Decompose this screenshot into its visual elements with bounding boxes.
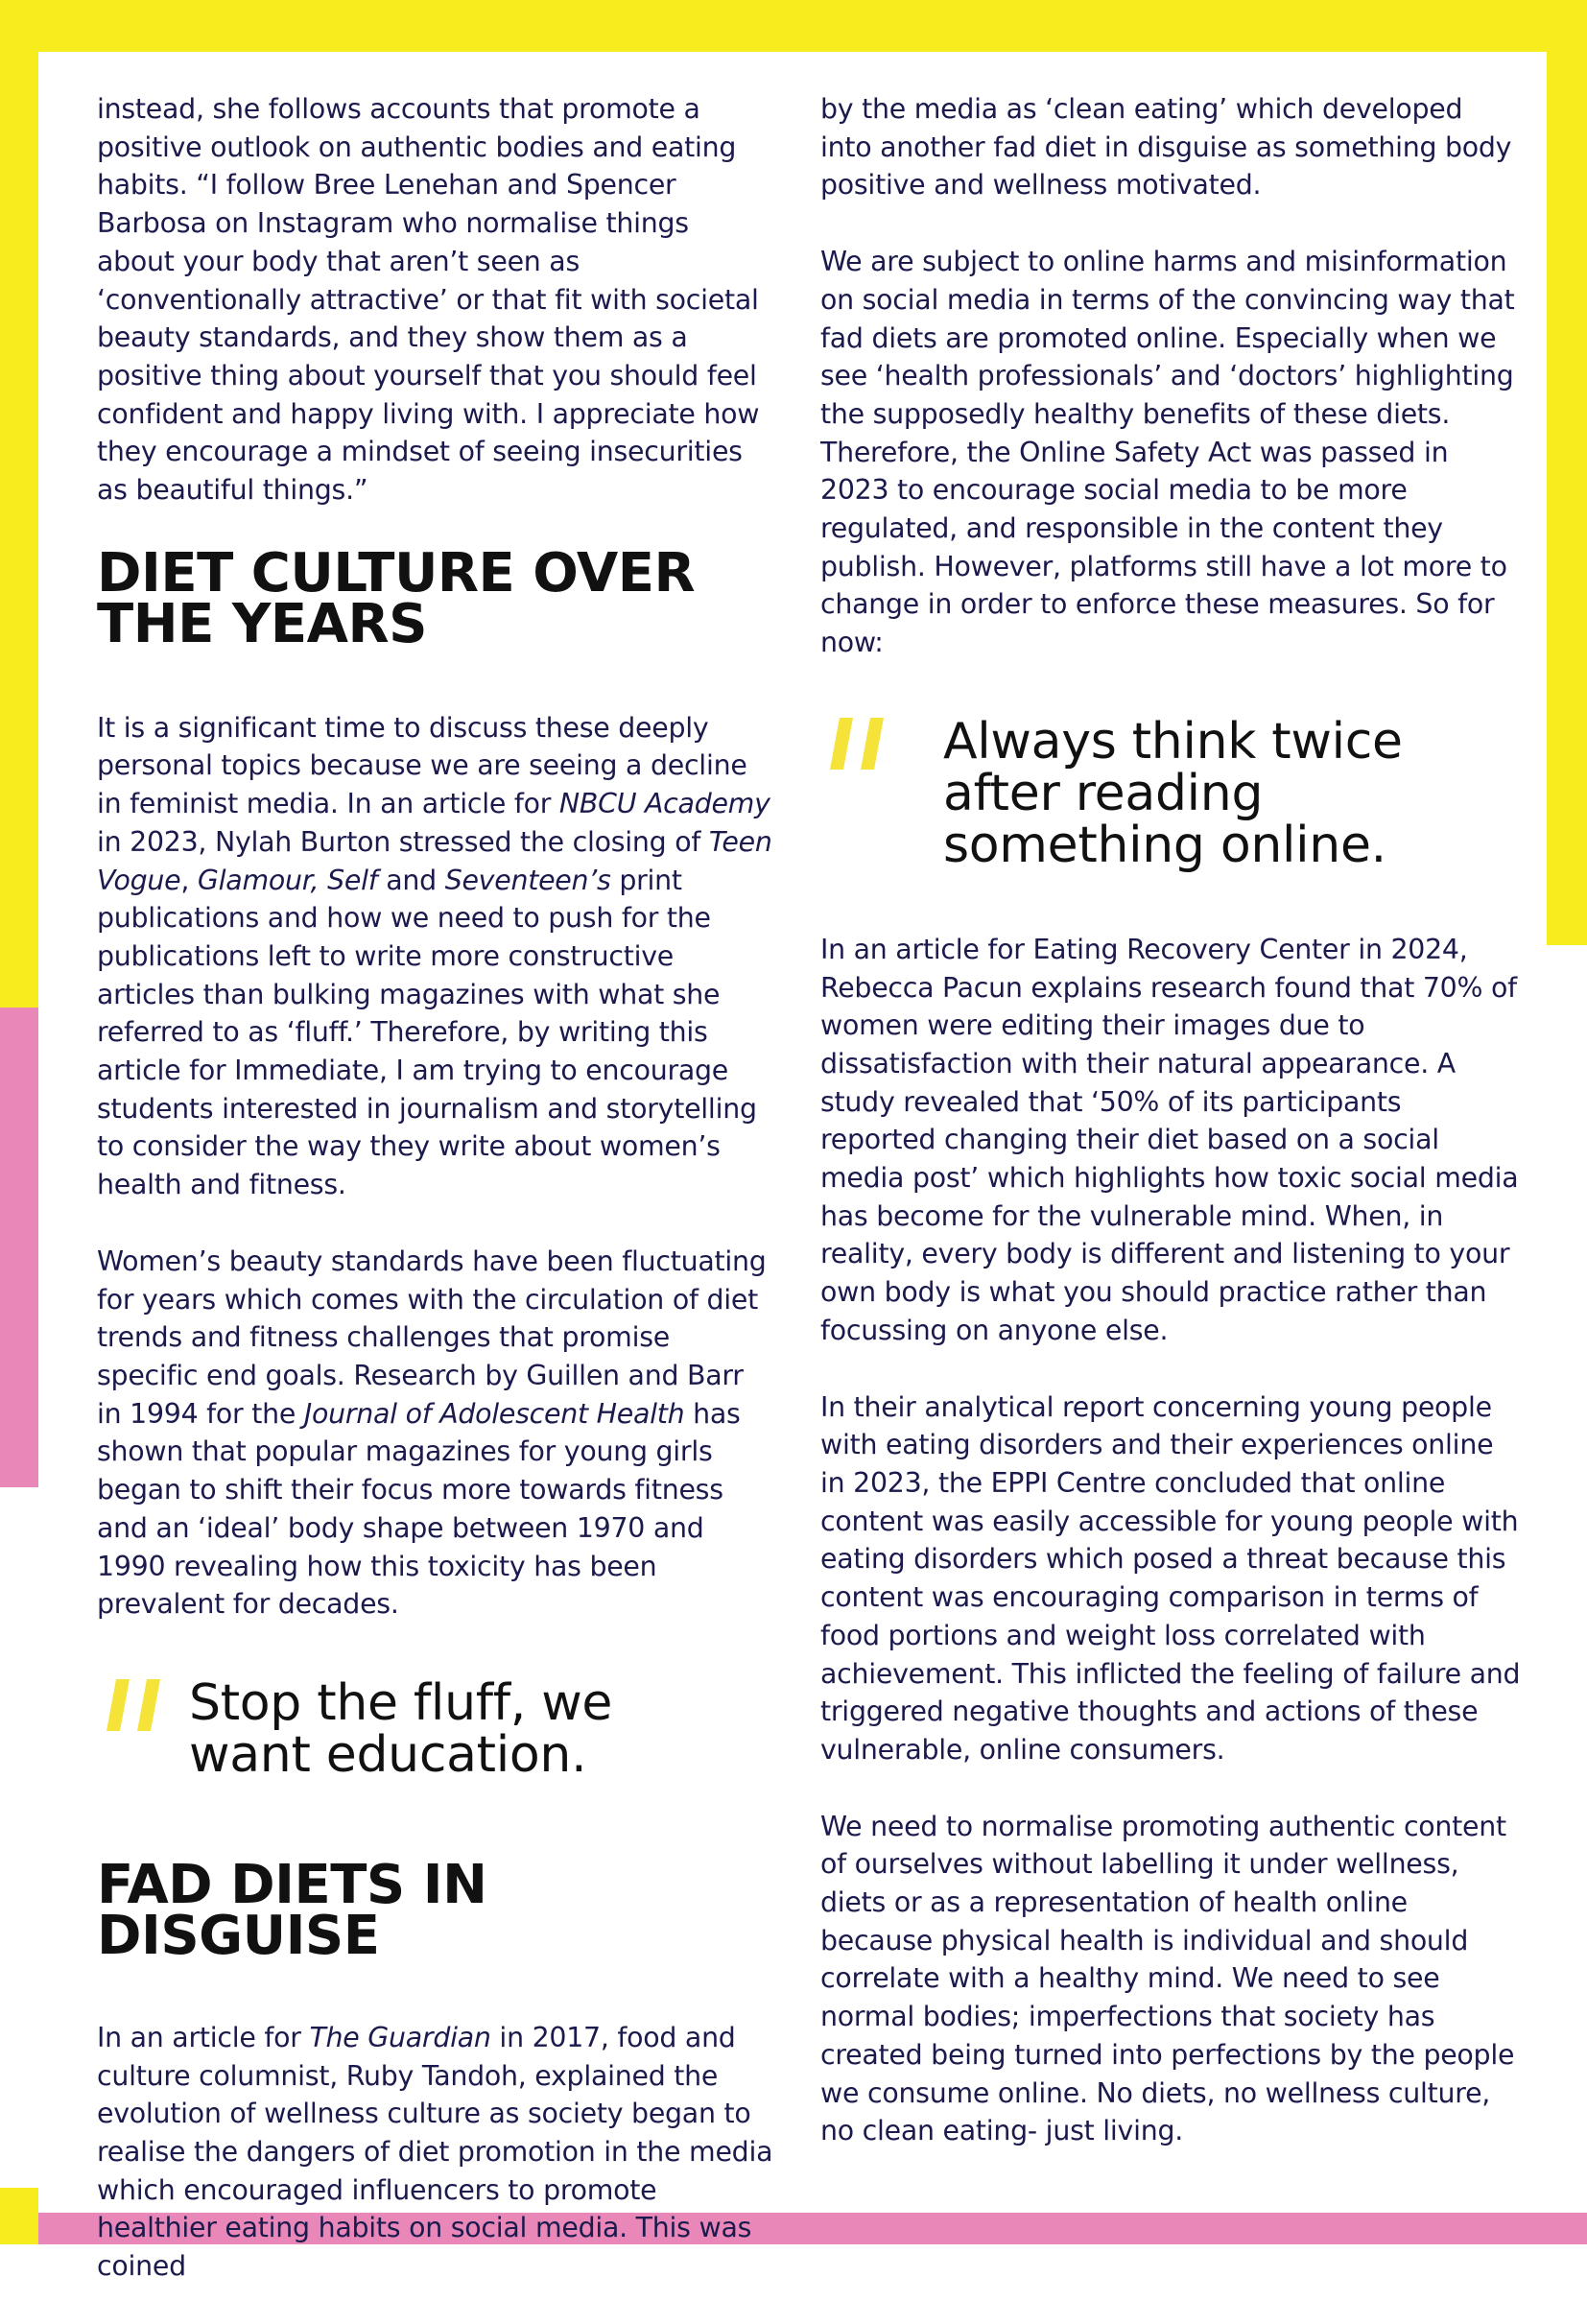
right-paragraph-4: In their analytical report concerning young people with eating disorders and their experiences online in 2023, the EPPI Centre concluded that online content was easily accessible for young people with eating disorders which posed a threat because this content was encouraging comparison in terms of food portions and weight loss correlated with achievement. This inflicted the feeling of failure and triggered negative thoughts and actions of these vulnerable, online consumers. — [820, 1390, 1521, 1766]
left-paragraph-1: instead, she follows accounts that promote a positive outlook on authentic bodies and eating habits. “I follow Bree Lenehan and Spencer Barbosa on Instagram who normalise things about your body that aren’t seen as ‘conventionally attractive’ or that fit with societal beauty standards, and they show them as a positive thing about yourself that you should feel confident and happy living with. I appreciate how they encourage a mindset of seeing insecurities as beautiful things.” — [97, 93, 760, 507]
yellow-corner-bottom-left — [0, 2188, 38, 2244]
right-paragraph-5: We need to normalise promoting authentic content of ourselves without labelling it under wellness, diets or as a representation of health online because physical health is individual and should correlate with a healthy mind. We need to see normal bodies; imperfections that society has created being turned into perfections by the people we consume online. No diets, no wellness culture, no clean eating- just living. — [820, 1810, 1515, 2147]
quote-mark-icon — [828, 716, 943, 773]
pull-quote-1 — [97, 1673, 774, 1784]
right-paragraph-3: In an article for Eating Recovery Center in 2024, Rebecca Pacun explains research found that 70% of women were editing their images due to dissatisfaction with their natural appearance. A study revealed that ‘50% of its participants reported changing their diet based on a social media post’ which highlights how toxic social media has become for the vulnerable mind. When, in reality, every body is different and listening to your own body is what you should practice rather than focussing on anyone else. — [820, 933, 1519, 1346]
right-paragraph-1: by the media as ‘clean eating’ which developed into another fad diet in disguise as something body positive and wellness motivated. — [820, 93, 1512, 202]
left-column — [97, 52, 774, 2324]
heading-fad-diets: FAD DIETS IN DISGUISE — [97, 1853, 487, 1967]
left-paragraph-3: Women’s beauty standards have been fluctuating for years which comes with the circulation of diet trends and fitness challenges that promise specific end goals. Research by Guillen and Barr in 1994 for the Journal of Adolescent Health has shown that popular magazines for young girls began to shift their focus more towards fitness and an ‘ideal’ body shape between 1970 and 1990 revealing how this toxicity has been prevalent for decades. — [97, 1245, 767, 1621]
pull-quote-2 — [820, 712, 1521, 874]
right-column — [820, 52, 1521, 2189]
yellow-border-top — [0, 0, 1587, 52]
left-paragraph-2: It is a significant time to discuss these deeply personal topics because we are seeing a decline in feminist media. In an article for NBCU Academy in 2023, Nylah Burton stressed the closing of Teen Vogue, Glamour, Self and Seventeen’s print publications and how we need to push for the publications left to write more constructive articles than bulking magazines with what she referred to as ‘fluff.’ Therefore, by writing this article for Immediate, I am trying to encourage students interested in journalism and storytelling to consider the way they write about women’s health and fitness. — [97, 711, 772, 1201]
yellow-border-left — [0, 0, 38, 1008]
quote-mark-icon — [105, 1677, 189, 1735]
yellow-border-right — [1547, 0, 1587, 945]
pull-quote-2-text: Always think twice after reading something online. — [943, 712, 1403, 874]
article-page — [38, 52, 1547, 2283]
pink-border-left — [0, 1008, 38, 1487]
heading-diet-culture: DIET CULTURE OVER THE YEARS — [97, 541, 696, 655]
pull-quote-1-text: Stop the fluff, we want education. — [189, 1673, 613, 1784]
left-paragraph-4: In an article for The Guardian in 2017, food and culture columnist, Ruby Tandoh, explained the evolution of wellness culture as society began to realise the dangers of diet promotion in the media which encouraged influencers to promote healthier eating habits on social media. This was coined — [97, 2021, 773, 2283]
right-paragraph-2: We are subject to online harms and misinformation on social media in terms of the convincing way that fad diets are promoted online. Especially when we see ‘health professionals’ and ‘doctors’ highlighting the supposedly healthy benefits of these diets. Therefore, the Online Safety Act was passed in 2023 to encourage social media to be more regulated, and responsible in the content they publish. However, platforms still have a lot more to change in order to enforce these measures. So for now: — [820, 246, 1515, 659]
